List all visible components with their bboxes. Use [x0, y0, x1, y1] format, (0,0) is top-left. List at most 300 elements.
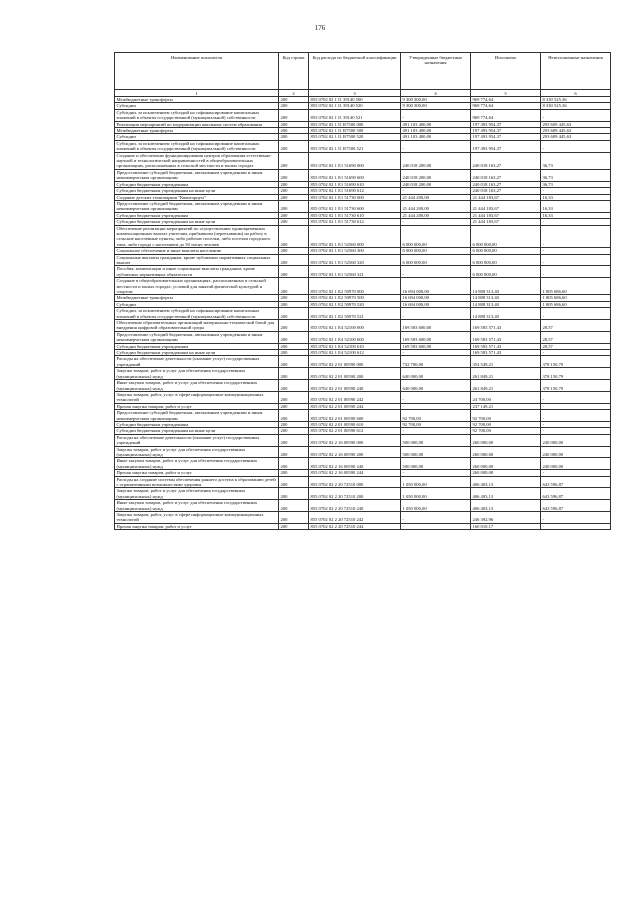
- row-approved: 491 103 400,00: [401, 128, 471, 134]
- row-name: Субсидии: [115, 134, 279, 140]
- row-approved: 16 694 000,00: [401, 278, 471, 295]
- row-approved: 240 018 200,00: [401, 152, 471, 169]
- row-line-code: 200: [279, 212, 309, 218]
- row-executed: 406 403,13: [471, 488, 541, 500]
- row-expense-code: 855 0702 02 2 01 00590 240: [309, 380, 401, 392]
- row-expense-code: 855 0702 02 1 E2 50970 520: [309, 301, 401, 307]
- row-expense-code: 855 0702 02 1 I1 39140 520: [309, 103, 401, 109]
- row-executed: 261 849,21: [471, 368, 541, 380]
- row-expense-code: 855 0702 02 1 E1 51730 610: [309, 212, 401, 218]
- column-number: 4: [401, 90, 471, 97]
- row-approved: -: [401, 140, 471, 152]
- row-unexecuted: -: [541, 225, 611, 248]
- row-name: Субсидии бюджетным учреждениям: [115, 212, 279, 218]
- row-approved: -: [401, 188, 471, 194]
- row-line-code: 200: [279, 225, 309, 248]
- row-line-code: 200: [279, 188, 309, 194]
- row-line-code: 200: [279, 356, 309, 368]
- table-row: [115, 380, 611, 392]
- row-executed: 6 000 000,00: [471, 248, 541, 254]
- row-executed: 237 149,21: [471, 403, 541, 409]
- row-unexecuted: -: [541, 523, 611, 529]
- row-expense-code: 855 0702 02 1 I1 R7500 500: [309, 128, 401, 134]
- header-approved: Утвержденные бюджетные назначения: [401, 53, 471, 90]
- row-name: Межбюджетные трансферты: [115, 128, 279, 134]
- table-row: [115, 152, 611, 169]
- row-unexecuted: 378 150,79: [541, 380, 611, 392]
- row-unexecuted: -: [541, 470, 611, 476]
- row-line-code: 200: [279, 254, 309, 266]
- row-approved: 16 694 000,00: [401, 295, 471, 301]
- row-name: Субсидии бюджетным учреждениям: [115, 181, 279, 187]
- row-unexecuted: 16,33: [541, 212, 611, 218]
- row-unexecuted: 8 330 525,36: [541, 103, 611, 109]
- row-line-code: 200: [279, 343, 309, 349]
- row-executed: 169 583 571,43: [471, 320, 541, 332]
- row-approved: 6 000 000,00: [401, 225, 471, 248]
- row-line-code: 200: [279, 109, 309, 121]
- row-expense-code: 855 0702 02 1 E1 51730 000: [309, 194, 401, 200]
- row-executed: 260 000,00: [471, 470, 541, 476]
- row-unexecuted: 16,33: [541, 194, 611, 200]
- row-executed: 21 444 183,67: [471, 200, 541, 212]
- row-name: Закупка товаров, работ, услуг в сфере информационно-коммуникационных технологий: [115, 391, 279, 403]
- row-line-code: 200: [279, 410, 309, 422]
- row-name: Социальные выплаты гражданам, кроме публичных нормативных социальных выплат: [115, 254, 279, 266]
- column-number: 6: [541, 90, 611, 97]
- row-approved: 169 583 600,00: [401, 331, 471, 343]
- row-name: Субсидии бюджетным учреждениям на иные цели: [115, 188, 279, 194]
- row-unexecuted: 8 330 525,36: [541, 97, 611, 103]
- row-unexecuted: -: [541, 512, 611, 524]
- row-executed: 6 000 000,00: [471, 254, 541, 266]
- row-line-code: 200: [279, 512, 309, 524]
- table-row: [115, 512, 611, 524]
- row-line-code: 200: [279, 200, 309, 212]
- row-name: Реализация мероприятий по модернизации школьных систем образования: [115, 121, 279, 127]
- row-approved: 240 018 200,00: [401, 169, 471, 181]
- row-approved: -: [401, 391, 471, 403]
- row-unexecuted: -: [541, 266, 611, 278]
- row-executed: 197 493 954,37: [471, 140, 541, 152]
- row-unexecuted: 643 596,87: [541, 500, 611, 512]
- row-approved: 9 300 300,00: [401, 97, 471, 103]
- row-approved: 92 700,00: [401, 421, 471, 427]
- row-executed: 406 403,13: [471, 500, 541, 512]
- row-executed: 969 774,64: [471, 109, 541, 121]
- row-line-code: 200: [279, 470, 309, 476]
- row-name: Субсидии бюджетным учреждениям: [115, 343, 279, 349]
- row-unexecuted: 643 596,87: [541, 488, 611, 500]
- row-approved: 21 444 200,00: [401, 200, 471, 212]
- row-name: Предоставление субсидий бюджетным, автономным учреждениям и иным некоммерческим организациям: [115, 410, 279, 422]
- row-expense-code: 855 0702 02 1 E1 51690 610: [309, 181, 401, 187]
- row-line-code: 200: [279, 97, 309, 103]
- table-row: [115, 523, 611, 529]
- table-row: [115, 476, 611, 488]
- row-name: Субсидии бюджетным учреждениям на иные цели: [115, 219, 279, 225]
- row-executed: 246 392,96: [471, 512, 541, 524]
- row-approved: 92 700,00: [401, 410, 471, 422]
- row-unexecuted: -: [541, 350, 611, 356]
- table-row: [115, 169, 611, 181]
- row-name: Закупка товаров, работ и услуг для обеспечения государственных (муниципальных) нужд: [115, 446, 279, 458]
- row-expense-code: 855 0702 02 1 E1 52560 300: [309, 248, 401, 254]
- row-executed: 14 888 313,40: [471, 278, 541, 295]
- header-expense-code: Код расхода по бюджетной классификации: [309, 53, 401, 90]
- row-name: Субсидии, за исключением субсидий на софинансирование капитальных вложений в объекты государственной (муниципальной) собственности: [115, 140, 279, 152]
- row-approved: 169 583 600,00: [401, 320, 471, 332]
- table-row: [115, 458, 611, 470]
- row-executed: 6 000 000,00: [471, 266, 541, 278]
- row-executed: 261 849,21: [471, 380, 541, 392]
- row-line-code: 200: [279, 488, 309, 500]
- row-unexecuted: 16,33: [541, 200, 611, 212]
- row-line-code: 200: [279, 152, 309, 169]
- row-unexecuted: 378 150,79: [541, 356, 611, 368]
- row-unexecuted: -: [541, 188, 611, 194]
- row-unexecuted: 643 596,87: [541, 476, 611, 488]
- row-unexecuted: -: [541, 254, 611, 266]
- table-row: [115, 500, 611, 512]
- row-line-code: 200: [279, 278, 309, 295]
- row-unexecuted: 378 150,79: [541, 368, 611, 380]
- row-expense-code: 855 0702 02 1 E1 52560 320: [309, 254, 401, 266]
- row-expense-code: 855 0702 02 2 01 00590 600: [309, 410, 401, 422]
- row-name: Межбюджетные трансферты: [115, 295, 279, 301]
- table-row: [115, 308, 611, 320]
- column-number: 2: [279, 90, 309, 97]
- table-row: [115, 368, 611, 380]
- row-expense-code: 855 0702 02 2 16 00590 000: [309, 434, 401, 446]
- row-approved: -: [401, 512, 471, 524]
- row-executed: 14 888 313,40: [471, 301, 541, 307]
- row-executed: 6 000 000,00: [471, 225, 541, 248]
- row-line-code: 200: [279, 103, 309, 109]
- table-row: [115, 331, 611, 343]
- row-approved: 1 050 000,00: [401, 488, 471, 500]
- row-line-code: 200: [279, 446, 309, 458]
- row-expense-code: 855 0702 02 1 E1 51730 600: [309, 200, 401, 212]
- table-row: [115, 320, 611, 332]
- row-name: Расходы на обеспечение деятельности (оказание услуг) государственных учреждений: [115, 434, 279, 446]
- row-line-code: 200: [279, 380, 309, 392]
- row-executed: 197 493 954,37: [471, 134, 541, 140]
- row-executed: 14 888 313,40: [471, 308, 541, 320]
- row-unexecuted: 36,73: [541, 181, 611, 187]
- row-name: Прочая закупка товаров, работ и услуг: [115, 403, 279, 409]
- row-expense-code: 855 0702 02 2 20 72510 200: [309, 488, 401, 500]
- row-expense-code: 855 0702 02 1 I1 39140 500: [309, 97, 401, 103]
- budget-execution-table: [114, 52, 611, 530]
- row-unexecuted: 1 805 686,60: [541, 278, 611, 295]
- row-expense-code: 855 0702 02 2 01 00590 242: [309, 391, 401, 403]
- row-expense-code: 855 0702 02 1 E1 51690 600: [309, 169, 401, 181]
- row-unexecuted: 28,57: [541, 331, 611, 343]
- row-expense-code: 855 0702 02 1 I1 R7500 000: [309, 121, 401, 127]
- row-executed: 197 493 954,37: [471, 128, 541, 134]
- row-expense-code: 855 0702 02 1 I1 R7500 521: [309, 140, 401, 152]
- row-unexecuted: -: [541, 140, 611, 152]
- row-executed: 240 018 163,27: [471, 169, 541, 181]
- row-expense-code: 855 0702 02 1 E2 50970 521: [309, 308, 401, 320]
- row-executed: 260 000,00: [471, 446, 541, 458]
- row-approved: 21 444 200,00: [401, 212, 471, 218]
- row-line-code: 200: [279, 331, 309, 343]
- row-approved: -: [401, 523, 471, 529]
- row-expense-code: 855 0702 02 2 01 00590 000: [309, 356, 401, 368]
- row-expense-code: 855 0702 02 2 16 00590 200: [309, 446, 401, 458]
- row-expense-code: 855 0702 02 2 01 00590 612: [309, 428, 401, 434]
- row-name: Субсидии, за исключением субсидий на софинансирование капитальных вложений в объекты государственной (муниципальной) собственности: [115, 109, 279, 121]
- row-approved: 491 103 400,00: [401, 134, 471, 140]
- row-approved: 16 694 000,00: [401, 301, 471, 307]
- row-expense-code: 855 0702 02 1 E4 52100 600: [309, 331, 401, 343]
- row-line-code: 200: [279, 434, 309, 446]
- row-executed: 260 000,00: [471, 434, 541, 446]
- row-executed: 406 403,13: [471, 476, 541, 488]
- header-unexecuted: Неисполненные назначения: [541, 53, 611, 90]
- table-row: [115, 200, 611, 212]
- row-unexecuted: 293 609 445,63: [541, 128, 611, 134]
- row-approved: -: [401, 109, 471, 121]
- row-unexecuted: 293 609 445,63: [541, 134, 611, 140]
- table-row: [115, 109, 611, 121]
- row-name: Субсидии: [115, 301, 279, 307]
- row-unexecuted: 240 000,00: [541, 458, 611, 470]
- row-name: Иные закупки товаров, работ и услуг для обеспечения государственных (муниципальных) нужд: [115, 458, 279, 470]
- row-executed: 21 444 183,67: [471, 212, 541, 218]
- row-expense-code: 855 0702 02 1 E1 51690 000: [309, 152, 401, 169]
- row-expense-code: 855 0702 02 1 E2 50970 500: [309, 295, 401, 301]
- row-line-code: 200: [279, 391, 309, 403]
- row-expense-code: 855 0702 02 2 20 72510 000: [309, 476, 401, 488]
- row-approved: -: [401, 219, 471, 225]
- row-name: Обеспечение образовательных организаций материально-технической базой для внедрения цифровой образовательной среды: [115, 320, 279, 332]
- row-unexecuted: -: [541, 308, 611, 320]
- table-row: [115, 446, 611, 458]
- row-unexecuted: 240 000,00: [541, 434, 611, 446]
- row-approved: 6 000 000,00: [401, 254, 471, 266]
- row-executed: 260 000,00: [471, 458, 541, 470]
- row-approved: 500 000,00: [401, 434, 471, 446]
- row-name: Расходы на обеспечение деятельности (оказание услуг) государственных учреждений: [115, 356, 279, 368]
- row-expense-code: 855 0702 02 2 20 72510 242: [309, 512, 401, 524]
- row-approved: -: [401, 266, 471, 278]
- row-approved: 1 050 000,00: [401, 476, 471, 488]
- row-executed: 240 018 163,27: [471, 188, 541, 194]
- column-number: 3: [309, 90, 401, 97]
- row-approved: -: [401, 428, 471, 434]
- row-unexecuted: 240 000,00: [541, 446, 611, 458]
- row-name: Создание и обеспечение функционирования центров образования естественно-научной и технологической направленностей в общеобразовательных организациях, расположенных в сельской местности и малых городах: [115, 152, 279, 169]
- row-name: Субсидии: [115, 103, 279, 109]
- row-approved: 1 050 000,00: [401, 500, 471, 512]
- row-executed: 92 700,00: [471, 421, 541, 427]
- row-expense-code: 855 0702 02 2 20 72510 240: [309, 500, 401, 512]
- row-executed: 169 583 571,43: [471, 350, 541, 356]
- table-row: [115, 254, 611, 266]
- row-name: Закупка товаров, работ и услуг для обеспечения государственных (муниципальных) нужд: [115, 368, 279, 380]
- row-expense-code: 855 0702 02 1 E2 50970 000: [309, 278, 401, 295]
- row-expense-code: 855 0702 02 1 E4 52100 612: [309, 350, 401, 356]
- row-line-code: 200: [279, 248, 309, 254]
- row-executed: 969 774,64: [471, 103, 541, 109]
- row-name: Иные закупки товаров, работ и услуг для обеспечения государственных (муниципальных) нужд: [115, 380, 279, 392]
- row-expense-code: 855 0702 02 2 01 00590 200: [309, 368, 401, 380]
- table-row: [115, 488, 611, 500]
- row-approved: -: [401, 350, 471, 356]
- row-approved: 732 700,00: [401, 356, 471, 368]
- row-name: Создание в общеобразовательных организациях, расположенных в сельской местности и малых городах, условий для занятий физической культурой и спортом: [115, 278, 279, 295]
- row-unexecuted: -: [541, 428, 611, 434]
- row-expense-code: 855 0702 02 1 I1 39140 521: [309, 109, 401, 121]
- row-executed: 92 700,00: [471, 410, 541, 422]
- row-executed: 969 774,64: [471, 97, 541, 103]
- row-executed: 197 493 954,37: [471, 121, 541, 127]
- header-indicator-name: Наименование показателя: [115, 53, 279, 90]
- row-executed: 21 444 183,67: [471, 194, 541, 200]
- row-approved: -: [401, 403, 471, 409]
- row-name: Субсидии бюджетным учреждениям на иные цели: [115, 350, 279, 356]
- row-name: Обеспечение реализации мероприятий по осуществлению единовременных компенсационных выплат учителям, прибывшим (переехавшим) на работу в сельские населенные пункты, либо рабочие поселки, либо поселки городского типа, либо города с населением до 50 тысяч человек: [115, 225, 279, 248]
- row-line-code: 200: [279, 421, 309, 427]
- row-approved: -: [401, 308, 471, 320]
- row-expense-code: 855 0702 02 2 01 00590 610: [309, 421, 401, 427]
- row-name: Межбюджетные трансферты: [115, 97, 279, 103]
- row-expense-code: 855 0702 02 2 01 00590 244: [309, 403, 401, 409]
- row-line-code: 200: [279, 181, 309, 187]
- row-line-code: 200: [279, 350, 309, 356]
- row-executed: 14 888 313,40: [471, 295, 541, 301]
- row-unexecuted: 1 805 686,60: [541, 301, 611, 307]
- row-executed: 169 583 571,43: [471, 343, 541, 349]
- row-name: Закупка товаров, работ, услуг в сфере информационно-коммуникационных технологий: [115, 512, 279, 524]
- row-expense-code: 855 0702 02 1 E1 51690 612: [309, 188, 401, 194]
- table-row: [115, 266, 611, 278]
- row-expense-code: 855 0702 02 2 16 00590 244: [309, 470, 401, 476]
- table-row: [115, 140, 611, 152]
- row-approved: -: [401, 470, 471, 476]
- row-line-code: 200: [279, 403, 309, 409]
- row-executed: 240 018 163,27: [471, 181, 541, 187]
- row-unexecuted: -: [541, 410, 611, 422]
- column-number-row: [115, 90, 611, 97]
- row-unexecuted: -: [541, 391, 611, 403]
- row-unexecuted: -: [541, 219, 611, 225]
- row-name: Предоставление субсидий бюджетным, автономным учреждениям и иным некоммерческим организациям: [115, 331, 279, 343]
- row-unexecuted: 36,73: [541, 169, 611, 181]
- row-unexecuted: -: [541, 109, 611, 121]
- row-unexecuted: -: [541, 421, 611, 427]
- row-unexecuted: 28,57: [541, 343, 611, 349]
- row-expense-code: 855 0702 02 1 E1 51730 612: [309, 219, 401, 225]
- row-line-code: 200: [279, 500, 309, 512]
- row-line-code: 200: [279, 121, 309, 127]
- row-line-code: 200: [279, 140, 309, 152]
- row-name: Прочая закупка товаров, работ и услуг: [115, 523, 279, 529]
- row-approved: 640 000,00: [401, 368, 471, 380]
- row-line-code: 200: [279, 368, 309, 380]
- row-unexecuted: -: [541, 248, 611, 254]
- row-unexecuted: -: [541, 403, 611, 409]
- table-row: [115, 434, 611, 446]
- row-name: Прочая закупка товаров, работ и услуг: [115, 470, 279, 476]
- row-line-code: 200: [279, 194, 309, 200]
- row-line-code: 200: [279, 134, 309, 140]
- header-line-code: Код строки: [279, 53, 309, 90]
- row-line-code: 200: [279, 128, 309, 134]
- row-approved: 169 583 600,00: [401, 343, 471, 349]
- column-number: 5: [471, 90, 541, 97]
- row-name: Расходы на создание системы обеспечения раннего доступа к образованию детей с ограниченными возможностями здоровья: [115, 476, 279, 488]
- row-unexecuted: 293 609 445,63: [541, 121, 611, 127]
- row-line-code: 200: [279, 219, 309, 225]
- row-line-code: 200: [279, 458, 309, 470]
- row-approved: 240 018 200,00: [401, 181, 471, 187]
- row-expense-code: 855 0702 02 1 E4 52100 000: [309, 320, 401, 332]
- row-approved: 9 300 300,00: [401, 103, 471, 109]
- row-line-code: 200: [279, 301, 309, 307]
- row-line-code: 200: [279, 266, 309, 278]
- row-unexecuted: 1 805 686,60: [541, 295, 611, 301]
- row-executed: 169 583 571,43: [471, 331, 541, 343]
- row-expense-code: 855 0702 02 2 20 72510 244: [309, 523, 401, 529]
- row-approved: 6 000 000,00: [401, 248, 471, 254]
- row-line-code: 200: [279, 428, 309, 434]
- row-name: Субсидии, за исключением субсидий на софинансирование капитальных вложений в объекты государственной (муниципальной) собственности: [115, 308, 279, 320]
- column-number: 1: [115, 90, 279, 97]
- row-unexecuted: 36,73: [541, 152, 611, 169]
- row-name: Предоставление субсидий бюджетным, автономным учреждениям и иным некоммерческим организациям: [115, 169, 279, 181]
- row-line-code: 200: [279, 169, 309, 181]
- row-approved: 491 103 400,00: [401, 121, 471, 127]
- row-approved: 500 000,00: [401, 446, 471, 458]
- table-body: [115, 97, 611, 530]
- row-name: Социальное обеспечение и иные выплаты населению: [115, 248, 279, 254]
- row-expense-code: 855 0702 02 1 E1 52560 321: [309, 266, 401, 278]
- row-line-code: 200: [279, 295, 309, 301]
- table-row: [115, 391, 611, 403]
- row-executed: 354 549,21: [471, 356, 541, 368]
- row-executed: 92 700,00: [471, 428, 541, 434]
- row-expense-code: 855 0702 02 1 I1 R7500 520: [309, 134, 401, 140]
- row-name: Субсидии бюджетным учреждениям на иные цели: [115, 428, 279, 434]
- table-row: [115, 225, 611, 248]
- row-line-code: 200: [279, 476, 309, 488]
- row-expense-code: 855 0702 02 1 E1 52560 000: [309, 225, 401, 248]
- table-header-row: [115, 53, 611, 90]
- header-executed: Исполнено: [471, 53, 541, 90]
- row-executed: 21 444 183,67: [471, 219, 541, 225]
- row-line-code: 200: [279, 308, 309, 320]
- row-name: Закупка товаров, работ и услуг для обеспечения государственных (муниципальных) нужд: [115, 488, 279, 500]
- row-name: Субсидии бюджетным учреждениям: [115, 421, 279, 427]
- row-executed: 24 700,00: [471, 391, 541, 403]
- table-row: [115, 278, 611, 295]
- page-number: 176: [314, 24, 326, 32]
- row-expense-code: 855 0702 02 1 E4 52100 610: [309, 343, 401, 349]
- row-unexecuted: 28,57: [541, 320, 611, 332]
- row-name: Предоставление субсидий бюджетным, автономным учреждениям и иным некоммерческим организациям: [115, 200, 279, 212]
- row-name: Создание детских технопарков "Кванториум": [115, 194, 279, 200]
- row-executed: 160 010,17: [471, 523, 541, 529]
- table-row: [115, 356, 611, 368]
- row-line-code: 200: [279, 320, 309, 332]
- table-row: [115, 410, 611, 422]
- row-approved: 640 000,00: [401, 380, 471, 392]
- row-expense-code: 855 0702 02 2 16 00590 240: [309, 458, 401, 470]
